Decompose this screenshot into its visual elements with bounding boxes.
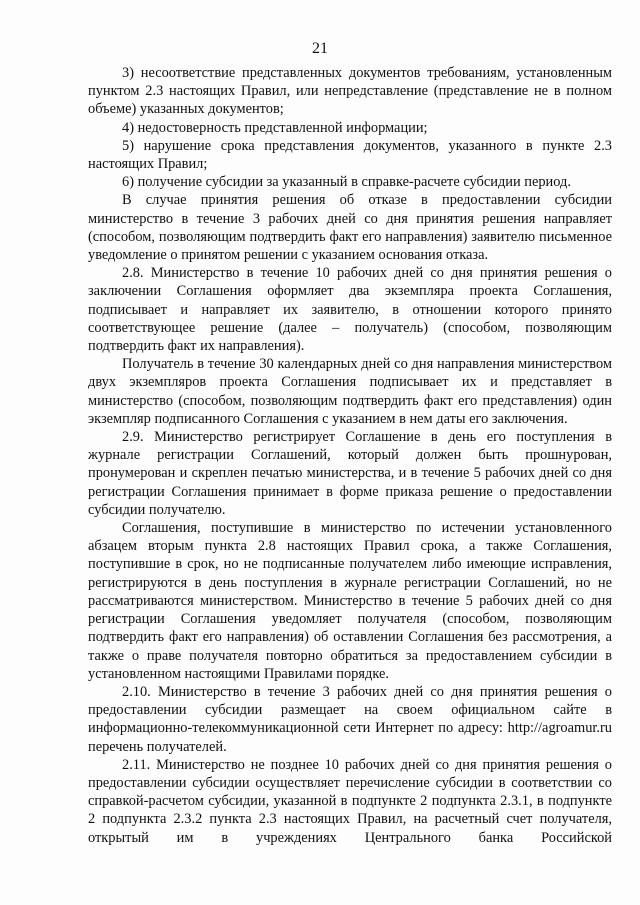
document-body (88, 64, 612, 847)
page-number: 21 (312, 40, 328, 57)
paragraph-item-4: 4) недостоверность представленной информации; (122, 119, 428, 136)
paragraph-item-3: 3) несоответствие представленных документов требованиям, установленным пунктом 2.3 настоящих Правил, или непредставление (представление не в полном объеме) указанных документов; (88, 65, 612, 118)
paragraph-refusal-notice: В случае принятия решения об отказе в предоставлении субсидии министерство в течение 3 рабочих дней со дня принятия решения направляет (способом, позволяющим подтвердить факт его направления) заявителю письменное уведомление о принятом решении с указанием основания отказа. (88, 192, 612, 264)
paragraph-item-6: 6) получение субсидии за указанный в справке-расчете субсидии период. (122, 174, 571, 191)
paragraph-late-agreements: Соглашения, поступившие в министерство по истечении установленного абзацем вторым пункта 2.8 настоящих Правил срока, а также Соглашения, поступившие в срок, но не подписанные получателем либо имеющие исправления, регистрируются в день поступления в журнале регистрации Соглашений, но не рассматриваются министерством. Министерство в течение 5 рабочих дней со дня регистрации Соглашения уведомляет получателя (способом, позволяющим подтвердить факт его направления) об оставлении Соглашения без рассмотрения, а также о праве получателя повторно обратиться за предоставлением субсидии в установленном настоящими Правилами порядке. (88, 520, 612, 682)
paragraph-recipient-signing: Получатель в течение 30 календарных дней со дня направления министерством двух экземпляров проекта Соглашения подписывает их и представляет в министерство (способом, позволяющим подтвердить факт его представления) один экземпляр подписанного Соглашения с указанием в нем даты его заключения. (88, 356, 612, 427)
paragraph-2-8: 2.8. Министерство в течение 10 рабочих дней со дня принятия решения о заключении Соглашения оформляет два экземпляра проекта Соглашения, подписывает и направляет их заявителю, в отношении которого принято соответствующее решение (далее – получатель) (способом, позволяющим подтвердить факт их направления). (88, 265, 612, 355)
paragraph-2-9: 2.9. Министерство регистрирует Соглашение в день его поступления в журнале регистрации Соглашений, который должен быть прошнурован, пронумерован и скреплен печатью министерства, и в течение 5 рабочих дней со дня регистрации Соглашения принимает в форме приказа решение о предоставлении субсидии получателю. (88, 429, 612, 518)
paragraph-2-11: 2.11. Министерство не позднее 10 рабочих дней со дня принятия решения о предоставлении субсидии осуществляет перечисление субсидии в соответствии со справкой-расчетом субсидии, указанной в подпункте 2 подпункта 2.3.1, в подпункте 2 подпункта 2.3.2 пункта 2.3 настоящих Правил, на расчетный счет получателя, открытый им в учреждениях Центрального банка Российской (88, 756, 612, 846)
paragraph-item-5: 5) нарушение срока представления документов, указанного в пункте 2.3 настоящих Правил; (88, 137, 612, 173)
paragraph-2-10: 2.10. Министерство в течение 3 рабочих дней со дня принятия решения о предоставлении субсидии размещает на своем официальном сайте в информационно-телекоммуникационной сети Интернет по адресу: http://agroamur.ru перечень получателей. (88, 683, 612, 755)
